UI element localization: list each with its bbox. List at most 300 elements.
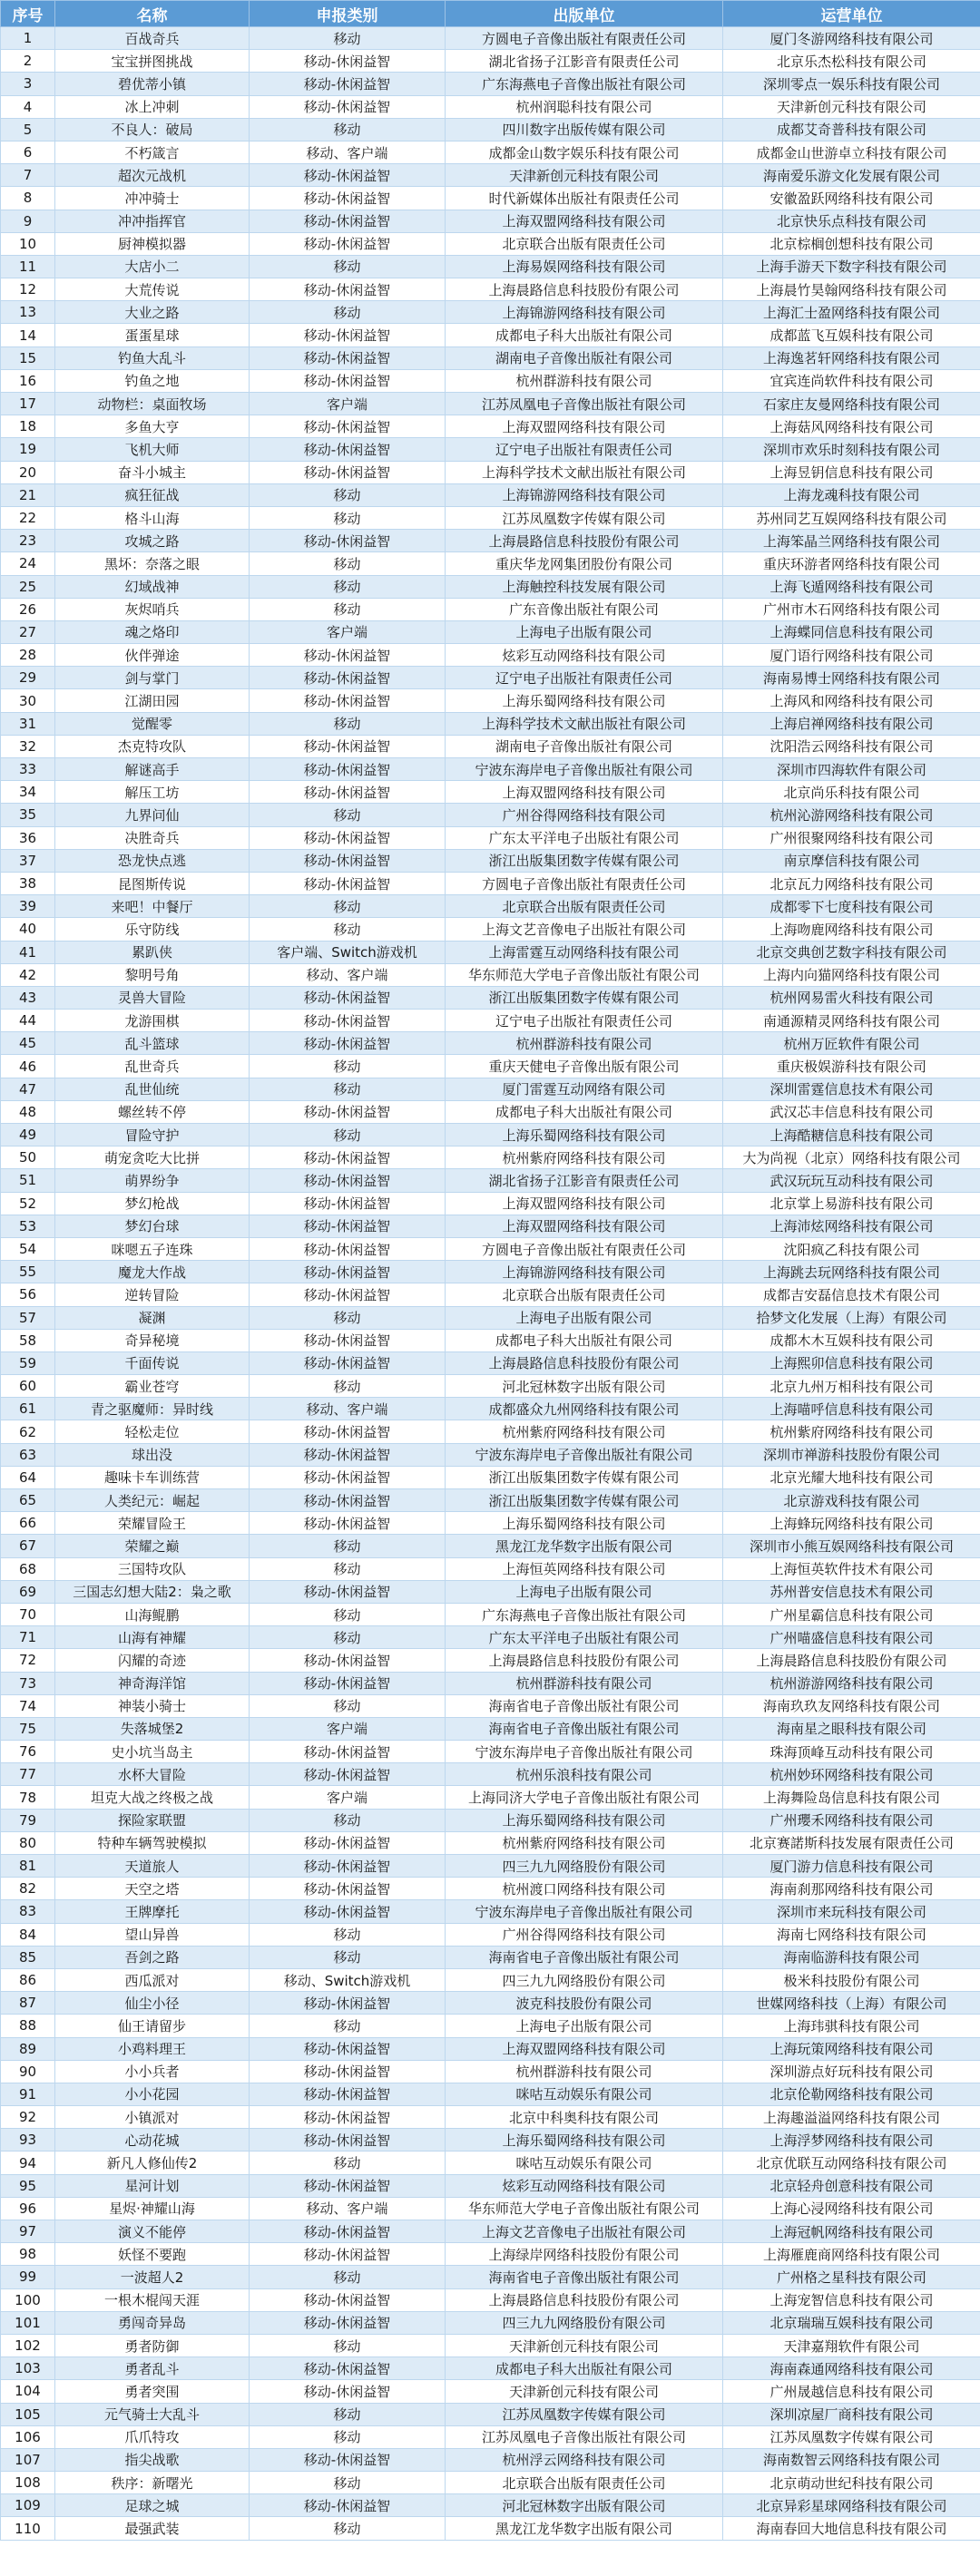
cell-name: 神装小骑士 bbox=[55, 1694, 250, 1717]
cell-index: 77 bbox=[1, 1763, 55, 1786]
table-row bbox=[1, 1375, 980, 1398]
cell-operator: 北京掌上易游科技有限公司 bbox=[723, 1192, 980, 1215]
cell-category: 移动-休闲益智 bbox=[250, 2380, 446, 2403]
cell-index: 17 bbox=[1, 393, 55, 415]
cell-publisher: 成都电子科大出版社有限公司 bbox=[446, 1100, 723, 1123]
cell-name: 三国志幻想大陆2：枭之歌 bbox=[55, 1580, 250, 1603]
cell-category: 移动-休闲益智 bbox=[250, 438, 446, 461]
table-row bbox=[1, 1147, 980, 1169]
cell-name: 凝渊 bbox=[55, 1306, 250, 1329]
cell-index: 92 bbox=[1, 2106, 55, 2129]
table-row bbox=[1, 1878, 980, 1900]
cell-publisher: 上海晨路信息科技股份有限公司 bbox=[446, 1351, 723, 1374]
cell-category: 移动-休闲益智 bbox=[250, 50, 446, 73]
table-row bbox=[1, 2243, 980, 2266]
cell-publisher: 江苏凤凰电子音像出版社有限公司 bbox=[446, 2425, 723, 2448]
table-row bbox=[1, 986, 980, 1009]
table-row bbox=[1, 804, 980, 826]
cell-category: 移动 bbox=[250, 1557, 446, 1580]
table-row bbox=[1, 849, 980, 872]
cell-category: 移动-休闲益智 bbox=[250, 1580, 446, 1603]
cell-name: 钓鱼之地 bbox=[55, 369, 250, 392]
cell-name: 勇者乱斗 bbox=[55, 2357, 250, 2380]
cell-publisher: 成都金山数字娱乐科技有限公司 bbox=[446, 141, 723, 163]
cell-name: 江湖田园 bbox=[55, 689, 250, 712]
cell-index: 101 bbox=[1, 2311, 55, 2334]
table-row bbox=[1, 895, 980, 918]
cell-operator: 上海笨晶兰网络科技有限公司 bbox=[723, 530, 980, 552]
cell-name: 奇异秘境 bbox=[55, 1329, 250, 1351]
cell-index: 75 bbox=[1, 1717, 55, 1740]
cell-index: 109 bbox=[1, 2494, 55, 2517]
table-row bbox=[1, 187, 980, 210]
cell-category: 移动 bbox=[250, 804, 446, 826]
cell-category: 移动-休闲益智 bbox=[250, 2243, 446, 2266]
cell-category: 移动 bbox=[250, 712, 446, 735]
cell-name: 天道旅人 bbox=[55, 1855, 250, 1878]
cell-name: 飞机大师 bbox=[55, 438, 250, 461]
cell-operator: 海南星之眼科技有限公司 bbox=[723, 1717, 980, 1740]
cell-index: 18 bbox=[1, 415, 55, 438]
cell-index: 53 bbox=[1, 1215, 55, 1237]
cell-category: 移动-休闲益智 bbox=[250, 1032, 446, 1055]
cell-category: 移动-休闲益智 bbox=[250, 758, 446, 781]
table-row bbox=[1, 1329, 980, 1351]
table-row bbox=[1, 598, 980, 620]
cell-publisher: 成都盛众九州网络科技有限公司 bbox=[446, 1398, 723, 1420]
cell-operator: 上海逸茗轩网络科技有限公司 bbox=[723, 346, 980, 369]
table-row bbox=[1, 1946, 980, 1968]
cell-category: 移动-休闲益智 bbox=[250, 1351, 446, 1374]
cell-name: 碧优蒂小镇 bbox=[55, 73, 250, 95]
cell-category: 移动-休闲益智 bbox=[250, 1329, 446, 1351]
cell-name: 爪爪特攻 bbox=[55, 2425, 250, 2448]
cell-operator: 上海玮骐科技有限公司 bbox=[723, 2015, 980, 2037]
cell-category: 移动-休闲益智 bbox=[250, 187, 446, 210]
cell-publisher: 杭州渡口网络科技有限公司 bbox=[446, 1878, 723, 1900]
cell-name: 仙王请留步 bbox=[55, 2015, 250, 2037]
cell-index: 28 bbox=[1, 644, 55, 667]
cell-index: 42 bbox=[1, 963, 55, 986]
cell-category: 移动、客户端 bbox=[250, 141, 446, 163]
table-row bbox=[1, 941, 980, 963]
cell-index: 64 bbox=[1, 1466, 55, 1488]
cell-operator: 江苏凤凰数字传媒有限公司 bbox=[723, 2425, 980, 2448]
cell-publisher: 上海乐蜀网络科技有限公司 bbox=[446, 689, 723, 712]
cell-index: 16 bbox=[1, 369, 55, 392]
cell-operator: 安徽盈跃网络科技有限公司 bbox=[723, 187, 980, 210]
cell-operator: 北京赛諾斯科技发展有限责任公司 bbox=[723, 1831, 980, 1854]
cell-category: 移动 bbox=[250, 1946, 446, 1968]
cell-publisher: 广东海燕电子音像出版社有限公司 bbox=[446, 1603, 723, 1625]
table-row bbox=[1, 1580, 980, 1603]
cell-index: 35 bbox=[1, 804, 55, 826]
table-row bbox=[1, 1809, 980, 1831]
cell-category: 移动 bbox=[250, 483, 446, 506]
cell-publisher: 上海科学技术文献出版社有限公司 bbox=[446, 461, 723, 483]
cell-name: 失落城堡2 bbox=[55, 1717, 250, 1740]
table-row bbox=[1, 73, 980, 95]
cell-category: 移动-休闲益智 bbox=[250, 2037, 446, 2060]
cell-operator: 苏州普安信息技术有限公司 bbox=[723, 1580, 980, 1603]
cell-index: 30 bbox=[1, 689, 55, 712]
cell-index: 79 bbox=[1, 1809, 55, 1831]
cell-publisher: 上海双盟网络科技有限公司 bbox=[446, 781, 723, 804]
cell-publisher: 江苏凤凰电子音像出版社有限公司 bbox=[446, 393, 723, 415]
cell-index: 81 bbox=[1, 1855, 55, 1878]
table-row bbox=[1, 2152, 980, 2174]
table-row bbox=[1, 1032, 980, 1055]
cell-operator: 海南刹那网络科技有限公司 bbox=[723, 1878, 980, 1900]
cell-category: 移动 bbox=[250, 1809, 446, 1831]
cell-operator: 海南七网络科技有限公司 bbox=[723, 1923, 980, 1946]
cell-name: 不良人：破局 bbox=[55, 118, 250, 141]
cell-category: 移动-休闲益智 bbox=[250, 667, 446, 689]
cell-index: 58 bbox=[1, 1329, 55, 1351]
cell-operator: 宜宾连尚软件科技有限公司 bbox=[723, 369, 980, 392]
cell-index: 6 bbox=[1, 141, 55, 163]
table-row bbox=[1, 1351, 980, 1374]
cell-name: 大店小二 bbox=[55, 255, 250, 278]
cell-publisher: 河北冠林数字出版有限公司 bbox=[446, 2494, 723, 2517]
cell-index: 78 bbox=[1, 1786, 55, 1809]
cell-operator: 上海酷糖信息科技有限公司 bbox=[723, 1124, 980, 1147]
cell-publisher: 浙江出版集团数字传媒有限公司 bbox=[446, 1489, 723, 1512]
cell-publisher: 宁波东海岸电子音像出版社有限公司 bbox=[446, 1741, 723, 1763]
table-row bbox=[1, 1055, 980, 1078]
cell-name: 螺丝转不停 bbox=[55, 1100, 250, 1123]
cell-category: 移动 bbox=[250, 2266, 446, 2288]
cell-category: 移动-休闲益智 bbox=[250, 1443, 446, 1466]
cell-index: 87 bbox=[1, 1992, 55, 2015]
cell-name: 山海有神耀 bbox=[55, 1626, 250, 1649]
cell-name: 天空之塔 bbox=[55, 1878, 250, 1900]
cell-name: 山海鲲鹏 bbox=[55, 1603, 250, 1625]
cell-category: 移动-休闲益智 bbox=[250, 1741, 446, 1763]
cell-name: 闪耀的奇迹 bbox=[55, 1649, 250, 1672]
cell-operator: 北京九州万相科技有限公司 bbox=[723, 1375, 980, 1398]
table-row bbox=[1, 1694, 980, 1717]
cell-publisher: 重庆华龙网集团股份有限公司 bbox=[446, 552, 723, 575]
table-row bbox=[1, 1649, 980, 1672]
cell-publisher: 黑龙江龙华数字出版有限公司 bbox=[446, 2517, 723, 2540]
cell-index: 22 bbox=[1, 506, 55, 529]
table-row bbox=[1, 2266, 980, 2288]
cell-name: 心动花城 bbox=[55, 2129, 250, 2152]
cell-publisher: 上海电子出版有限公司 bbox=[446, 2015, 723, 2037]
cell-name: 乱世奇兵 bbox=[55, 1055, 250, 1078]
table-row bbox=[1, 141, 980, 163]
cell-category: 移动 bbox=[250, 2015, 446, 2037]
cell-category: 移动-休闲益智 bbox=[250, 369, 446, 392]
cell-operator: 深圳零点一娱乐科技有限公司 bbox=[723, 73, 980, 95]
cell-publisher: 上海锦游网络科技有限公司 bbox=[446, 483, 723, 506]
cell-category: 移动 bbox=[250, 1694, 446, 1717]
table-row bbox=[1, 735, 980, 757]
cell-name: 厨神模拟器 bbox=[55, 232, 250, 255]
cell-index: 39 bbox=[1, 895, 55, 918]
cell-category: 移动 bbox=[250, 2425, 446, 2448]
cell-name: 黑坏：奈落之眼 bbox=[55, 552, 250, 575]
cell-operator: 极米科技股份有限公司 bbox=[723, 1968, 980, 1991]
table-row bbox=[1, 255, 980, 278]
cell-operator: 上海菇风网络科技有限公司 bbox=[723, 415, 980, 438]
cell-publisher: 上海触控科技发展有限公司 bbox=[446, 575, 723, 598]
cell-category: 移动、客户端 bbox=[250, 963, 446, 986]
cell-operator: 上海蝶同信息科技有限公司 bbox=[723, 620, 980, 643]
cell-category: 客户端 bbox=[250, 1786, 446, 1809]
header-publisher: 出版单位 bbox=[446, 1, 723, 27]
table-row bbox=[1, 2448, 980, 2471]
cell-index: 2 bbox=[1, 50, 55, 73]
cell-publisher: 天津新创元科技有限公司 bbox=[446, 164, 723, 187]
table-row bbox=[1, 689, 980, 712]
cell-name: 冒险守护 bbox=[55, 1124, 250, 1147]
cell-name: 霸业苍穹 bbox=[55, 1375, 250, 1398]
cell-category: 移动 bbox=[250, 27, 446, 50]
cell-operator: 广州市木石网络科技有限公司 bbox=[723, 598, 980, 620]
cell-name: 三国特攻队 bbox=[55, 1557, 250, 1580]
cell-name: 动物栏：桌面牧场 bbox=[55, 393, 250, 415]
table-row bbox=[1, 781, 980, 804]
cell-category: 移动-休闲益智 bbox=[250, 1992, 446, 2015]
cell-publisher: 四三九九网络股份有限公司 bbox=[446, 1855, 723, 1878]
table-row bbox=[1, 164, 980, 187]
cell-name: 元气骑士大乱斗 bbox=[55, 2403, 250, 2425]
cell-category: 移动 bbox=[250, 1055, 446, 1078]
table-row bbox=[1, 1078, 980, 1100]
cell-category: 移动-休闲益智 bbox=[250, 1192, 446, 1215]
cell-operator: 上海喵呼信息科技有限公司 bbox=[723, 1398, 980, 1420]
cell-index: 99 bbox=[1, 2266, 55, 2288]
cell-category: 移动-休闲益智 bbox=[250, 1831, 446, 1854]
cell-category: 移动-休闲益智 bbox=[250, 73, 446, 95]
cell-category: 移动-休闲益智 bbox=[250, 872, 446, 894]
cell-index: 44 bbox=[1, 1010, 55, 1032]
table-row bbox=[1, 118, 980, 141]
cell-index: 43 bbox=[1, 986, 55, 1009]
cell-name: 魂之烙印 bbox=[55, 620, 250, 643]
cell-operator: 上海蜂玩网络科技有限公司 bbox=[723, 1512, 980, 1535]
cell-operator: 北京伦勒网络科技有限公司 bbox=[723, 2083, 980, 2105]
table-row bbox=[1, 826, 980, 849]
cell-publisher: 重庆天健电子音像出版有限公司 bbox=[446, 1055, 723, 1078]
cell-index: 50 bbox=[1, 1147, 55, 1169]
cell-publisher: 上海文艺音像电子出版社有限公司 bbox=[446, 2220, 723, 2243]
cell-category: 移动 bbox=[250, 575, 446, 598]
table-row bbox=[1, 1192, 980, 1215]
cell-publisher: 上海双盟网络科技有限公司 bbox=[446, 210, 723, 232]
cell-operator: 上海手游天下数字科技有限公司 bbox=[723, 255, 980, 278]
cell-name: 水杯大冒险 bbox=[55, 1763, 250, 1786]
cell-name: 伙伴弹途 bbox=[55, 644, 250, 667]
cell-index: 80 bbox=[1, 1831, 55, 1854]
cell-name: 趣味卡车训练营 bbox=[55, 1466, 250, 1488]
cell-index: 4 bbox=[1, 95, 55, 118]
cell-publisher: 上海双盟网络科技有限公司 bbox=[446, 1192, 723, 1215]
cell-operator: 北京游戏科技有限公司 bbox=[723, 1489, 980, 1512]
cell-index: 9 bbox=[1, 210, 55, 232]
cell-publisher: 上海双盟网络科技有限公司 bbox=[446, 2037, 723, 2060]
cell-category: 移动-休闲益智 bbox=[250, 1100, 446, 1123]
cell-operator: 北京瑞瑞互娱科技有限公司 bbox=[723, 2311, 980, 2334]
cell-operator: 南京摩信科技有限公司 bbox=[723, 849, 980, 872]
cell-index: 41 bbox=[1, 941, 55, 963]
cell-category: 移动-休闲益智 bbox=[250, 1466, 446, 1488]
cell-operator: 重庆极娱游科技有限公司 bbox=[723, 1055, 980, 1078]
cell-operator: 深圳凉屋厂商科技有限公司 bbox=[723, 2403, 980, 2425]
table-row bbox=[1, 2174, 980, 2197]
cell-operator: 广州喵盛信息科技有限公司 bbox=[723, 1626, 980, 1649]
table-row bbox=[1, 1626, 980, 1649]
cell-category: 移动-休闲益智 bbox=[250, 2106, 446, 2129]
cell-operator: 上海雁鹿商网络科技有限公司 bbox=[723, 2243, 980, 2266]
cell-category: 移动 bbox=[250, 895, 446, 918]
cell-index: 102 bbox=[1, 2334, 55, 2356]
cell-index: 57 bbox=[1, 1306, 55, 1329]
cell-name: 足球之城 bbox=[55, 2494, 250, 2517]
cell-operator: 海南爱乐游文化发展有限公司 bbox=[723, 164, 980, 187]
cell-index: 76 bbox=[1, 1741, 55, 1763]
table-row bbox=[1, 758, 980, 781]
cell-category: 移动 bbox=[250, 1535, 446, 1557]
cell-operator: 北京萌动世纪科技有限公司 bbox=[723, 2472, 980, 2494]
cell-publisher: 四川数字出版传媒有限公司 bbox=[446, 118, 723, 141]
cell-index: 62 bbox=[1, 1420, 55, 1443]
table-row bbox=[1, 530, 980, 552]
cell-operator: 天津嘉翔软件有限公司 bbox=[723, 2334, 980, 2356]
cell-index: 8 bbox=[1, 187, 55, 210]
cell-publisher: 咪咕互动娱乐有限公司 bbox=[446, 2083, 723, 2105]
cell-index: 104 bbox=[1, 2380, 55, 2403]
cell-name: 逆转冒险 bbox=[55, 1283, 250, 1306]
cell-category: 移动-休闲益智 bbox=[250, 1763, 446, 1786]
cell-publisher: 上海科学技术文献出版社有限公司 bbox=[446, 712, 723, 735]
cell-name: 剑与掌门 bbox=[55, 667, 250, 689]
cell-category: 移动-休闲益智 bbox=[250, 826, 446, 849]
cell-operator: 上海趣溢溢网络科技有限公司 bbox=[723, 2106, 980, 2129]
cell-operator: 石家庄友曼网络科技有限公司 bbox=[723, 393, 980, 415]
cell-category: 移动-休闲益智 bbox=[250, 1489, 446, 1512]
cell-publisher: 黑龙江龙华数字出版有限公司 bbox=[446, 1535, 723, 1557]
cell-name: 星烬·神耀山海 bbox=[55, 2197, 250, 2220]
cell-name: 探险家联盟 bbox=[55, 1809, 250, 1831]
cell-index: 37 bbox=[1, 849, 55, 872]
cell-name: 萌界纷争 bbox=[55, 1169, 250, 1192]
cell-category: 移动-休闲益智 bbox=[250, 735, 446, 757]
cell-index: 10 bbox=[1, 232, 55, 255]
cell-category: 移动 bbox=[250, 918, 446, 941]
cell-name: 乱斗篮球 bbox=[55, 1032, 250, 1055]
cell-category: 移动-休闲益智 bbox=[250, 2060, 446, 2083]
table-row bbox=[1, 369, 980, 392]
cell-publisher: 海南省电子音像出版社有限公司 bbox=[446, 2266, 723, 2288]
table-row bbox=[1, 1306, 980, 1329]
cell-name: 格斗山海 bbox=[55, 506, 250, 529]
cell-publisher: 炫彩互动网络科技有限公司 bbox=[446, 2174, 723, 2197]
cell-publisher: 上海晨路信息科技股份有限公司 bbox=[446, 2288, 723, 2311]
cell-name: 不朽箴言 bbox=[55, 141, 250, 163]
cell-category: 移动-休闲益智 bbox=[250, 164, 446, 187]
table-row bbox=[1, 620, 980, 643]
cell-category: 客户端、Switch游戏机 bbox=[250, 941, 446, 963]
cell-name: 望山异兽 bbox=[55, 1923, 250, 1946]
table-row bbox=[1, 210, 980, 232]
table-row bbox=[1, 1169, 980, 1192]
cell-operator: 武汉芯丰信息科技有限公司 bbox=[723, 1100, 980, 1123]
cell-name: 史小坑当岛主 bbox=[55, 1741, 250, 1763]
cell-operator: 沈阳浩云网络科技有限公司 bbox=[723, 735, 980, 757]
table-row bbox=[1, 667, 980, 689]
table-row bbox=[1, 2517, 980, 2540]
header-row bbox=[1, 1, 980, 27]
cell-name: 蛋蛋星球 bbox=[55, 324, 250, 346]
cell-name: 萌宠贪吃大比拼 bbox=[55, 1147, 250, 1169]
table-row bbox=[1, 712, 980, 735]
cell-name: 来吧！中餐厅 bbox=[55, 895, 250, 918]
cell-index: 106 bbox=[1, 2425, 55, 2448]
table-row bbox=[1, 1283, 980, 1306]
cell-category: 移动-休闲益智 bbox=[250, 1010, 446, 1032]
cell-category: 移动-休闲益智 bbox=[250, 2174, 446, 2197]
cell-index: 1 bbox=[1, 27, 55, 50]
cell-operator: 上海晨竹昊翰网络科技有限公司 bbox=[723, 278, 980, 301]
cell-index: 27 bbox=[1, 620, 55, 643]
table-row bbox=[1, 2037, 980, 2060]
table-row bbox=[1, 1741, 980, 1763]
cell-name: 千面传说 bbox=[55, 1351, 250, 1374]
cell-name: 指尖战歌 bbox=[55, 2448, 250, 2471]
cell-index: 56 bbox=[1, 1283, 55, 1306]
cell-publisher: 杭州紫府网络科技有限公司 bbox=[446, 1147, 723, 1169]
cell-publisher: 天津新创元科技有限公司 bbox=[446, 2334, 723, 2356]
cell-name: 仙尘小径 bbox=[55, 1992, 250, 2015]
cell-category: 移动-休闲益智 bbox=[250, 2083, 446, 2105]
cell-publisher: 炫彩互动网络科技有限公司 bbox=[446, 644, 723, 667]
cell-index: 68 bbox=[1, 1557, 55, 1580]
cell-category: 移动-休闲益智 bbox=[250, 1900, 446, 1923]
cell-operator: 上海恒英软件技术有限公司 bbox=[723, 1557, 980, 1580]
table-row bbox=[1, 1398, 980, 1420]
cell-index: 11 bbox=[1, 255, 55, 278]
cell-category: 客户端 bbox=[250, 393, 446, 415]
cell-publisher: 江苏凤凰数字传媒有限公司 bbox=[446, 506, 723, 529]
cell-name: 小镇派对 bbox=[55, 2106, 250, 2129]
table-row bbox=[1, 2197, 980, 2220]
cell-category: 移动-休闲益智 bbox=[250, 689, 446, 712]
cell-publisher: 上海锦游网络科技有限公司 bbox=[446, 301, 723, 324]
cell-operator: 广州晟越信息科技有限公司 bbox=[723, 2380, 980, 2403]
cell-operator: 成都艾奇普科技有限公司 bbox=[723, 118, 980, 141]
table-row bbox=[1, 2083, 980, 2105]
cell-index: 29 bbox=[1, 667, 55, 689]
cell-name: 魔龙大作战 bbox=[55, 1261, 250, 1283]
cell-publisher: 浙江出版集团数字传媒有限公司 bbox=[446, 849, 723, 872]
cell-category: 移动、客户端 bbox=[250, 2197, 446, 2220]
cell-name: 神奇海洋馆 bbox=[55, 1672, 250, 1694]
cell-operator: 成都吉安磊信息技术有限公司 bbox=[723, 1283, 980, 1306]
cell-publisher: 上海电子出版有限公司 bbox=[446, 1306, 723, 1329]
cell-operator: 北京快乐点科技有限公司 bbox=[723, 210, 980, 232]
cell-operator: 上海舞险岛信息科技有限公司 bbox=[723, 1786, 980, 1809]
cell-publisher: 咪咕互动娱乐有限公司 bbox=[446, 2152, 723, 2174]
cell-index: 52 bbox=[1, 1192, 55, 1215]
cell-category: 移动-休闲益智 bbox=[250, 1649, 446, 1672]
cell-name: 勇闯奇异岛 bbox=[55, 2311, 250, 2334]
table-body bbox=[1, 27, 980, 2541]
cell-index: 100 bbox=[1, 2288, 55, 2311]
cell-publisher: 北京中科奥科技有限公司 bbox=[446, 2106, 723, 2129]
